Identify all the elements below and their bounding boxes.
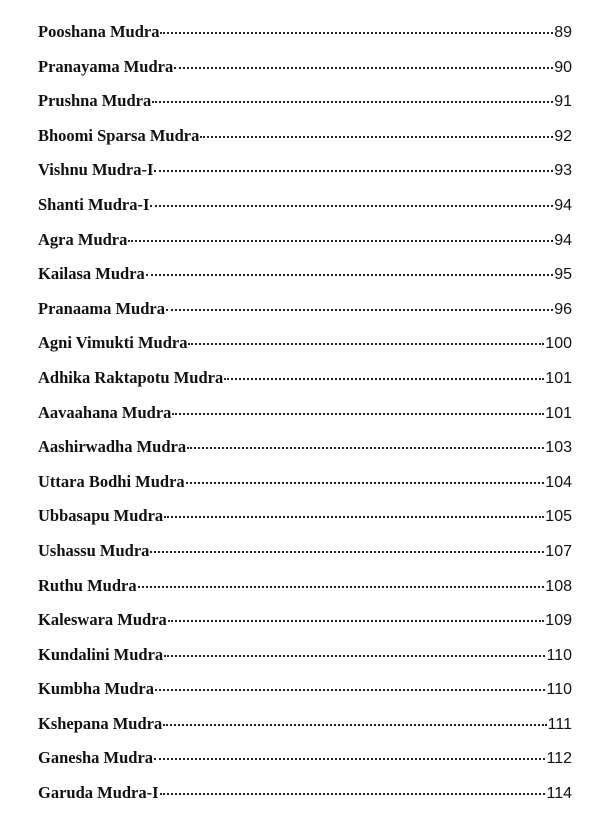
dot-leader bbox=[172, 413, 544, 415]
toc-entry bbox=[38, 230, 572, 265]
toc-entry bbox=[38, 748, 572, 783]
toc-entry-title: Kshepana Mudra bbox=[38, 713, 163, 733]
toc-entry-page: 94 bbox=[554, 231, 572, 249]
dot-leader bbox=[150, 205, 553, 207]
toc-entry bbox=[38, 645, 572, 680]
toc-entry bbox=[38, 299, 572, 334]
toc-entry-page: 110 bbox=[546, 681, 572, 699]
toc-entry-title: Bhoomi Sparsa Mudra bbox=[38, 125, 200, 145]
toc-entry-page: 111 bbox=[547, 715, 572, 733]
toc-entry-page: 100 bbox=[545, 335, 572, 353]
toc-entry-page: 90 bbox=[554, 58, 572, 76]
toc-entry bbox=[38, 91, 572, 126]
toc-entry bbox=[38, 437, 572, 472]
dot-leader bbox=[200, 136, 553, 138]
toc-entry bbox=[38, 57, 572, 92]
dot-leader bbox=[150, 551, 544, 553]
toc-entry-title: Kundalini Mudra bbox=[38, 644, 164, 664]
dot-leader bbox=[154, 758, 545, 760]
toc-entry-title: Kailasa Mudra bbox=[38, 264, 145, 284]
dot-leader bbox=[186, 482, 545, 484]
toc-entry bbox=[38, 472, 572, 507]
toc-entry bbox=[38, 506, 572, 541]
toc-entry-title: Pooshana Mudra bbox=[38, 22, 160, 41]
dot-leader bbox=[168, 620, 545, 622]
toc-entry-title: Aashirwadha Mudra bbox=[38, 437, 187, 457]
toc-entry-title: Pranayama Mudra bbox=[38, 56, 174, 76]
dot-leader bbox=[166, 309, 553, 311]
toc-entry-page: 103 bbox=[545, 439, 572, 457]
toc-entry-title: Adhika Raktapotu Mudra bbox=[38, 367, 224, 387]
toc-entry-title: Pranaama Mudra bbox=[38, 298, 165, 318]
dot-leader bbox=[163, 724, 546, 726]
dot-leader bbox=[188, 343, 544, 345]
toc-entry-title: Shanti Mudra-I bbox=[38, 194, 150, 214]
toc-entry bbox=[38, 714, 572, 749]
toc-entry-page: 114 bbox=[546, 785, 572, 803]
toc-entry-title: Kumbha Mudra bbox=[38, 679, 154, 699]
toc-entry-page: 110 bbox=[546, 646, 572, 664]
toc-entry-page: 89 bbox=[554, 24, 572, 41]
toc-entry-page: 105 bbox=[545, 508, 572, 526]
dot-leader bbox=[160, 793, 546, 795]
toc-entry-page: 93 bbox=[554, 162, 572, 180]
toc-entry-page: 104 bbox=[545, 473, 572, 491]
toc-entry-page: 92 bbox=[554, 127, 572, 145]
dot-leader bbox=[152, 101, 553, 103]
dot-leader bbox=[146, 274, 553, 276]
toc-entry-title: Kaleswara Mudra bbox=[38, 610, 167, 630]
dot-leader bbox=[128, 240, 553, 242]
dot-leader bbox=[138, 586, 545, 588]
toc-entry-title: Ganesha Mudra bbox=[38, 748, 154, 768]
dot-leader bbox=[224, 378, 544, 380]
dot-leader bbox=[187, 447, 544, 449]
toc-entry-title: Ubbasapu Mudra bbox=[38, 506, 164, 526]
toc-entry-page: 95 bbox=[554, 266, 572, 284]
dot-leader bbox=[164, 516, 544, 518]
dot-leader bbox=[155, 689, 546, 691]
toc-entry-title: Agra Mudra bbox=[38, 229, 128, 249]
toc-entry-page: 101 bbox=[545, 369, 572, 387]
toc-entry-title: Uttara Bodhi Mudra bbox=[38, 471, 185, 491]
table-of-contents bbox=[38, 22, 572, 818]
toc-entry-page: 91 bbox=[554, 93, 572, 111]
dot-leader bbox=[174, 67, 553, 69]
toc-entry-title: Aavaahana Mudra bbox=[38, 402, 172, 422]
toc-entry-title: Garuda Mudra-I bbox=[38, 783, 159, 803]
toc-entry-page: 109 bbox=[545, 612, 572, 630]
toc-entry-title: Prushna Mudra bbox=[38, 91, 152, 111]
toc-entry-title: Vishnu Mudra-I bbox=[38, 160, 154, 180]
dot-leader bbox=[160, 32, 553, 34]
toc-entry-page: 94 bbox=[554, 196, 572, 214]
toc-entry-page: 112 bbox=[546, 750, 572, 768]
toc-entry bbox=[38, 783, 572, 818]
toc-entry bbox=[38, 333, 572, 368]
toc-entry bbox=[38, 160, 572, 195]
toc-entry-page: 107 bbox=[545, 542, 572, 560]
toc-entry-title: Agni Vimukti Mudra bbox=[38, 333, 188, 353]
toc-entry bbox=[38, 264, 572, 299]
toc-entry-page: 96 bbox=[554, 300, 572, 318]
toc-entry bbox=[38, 679, 572, 714]
toc-entry bbox=[38, 368, 572, 403]
toc-entry-title: Ushassu Mudra bbox=[38, 540, 150, 560]
toc-entry bbox=[38, 126, 572, 161]
toc-entry bbox=[38, 541, 572, 576]
dot-leader bbox=[154, 170, 553, 172]
toc-entry bbox=[38, 195, 572, 230]
toc-entry-page: 101 bbox=[545, 404, 572, 422]
toc-entry-title: Ruthu Mudra bbox=[38, 575, 137, 595]
toc-entry bbox=[38, 610, 572, 645]
toc-entry bbox=[38, 576, 572, 611]
dot-leader bbox=[164, 655, 545, 657]
toc-entry-page: 108 bbox=[545, 577, 572, 595]
toc-entry bbox=[38, 403, 572, 438]
toc-entry bbox=[38, 22, 572, 57]
